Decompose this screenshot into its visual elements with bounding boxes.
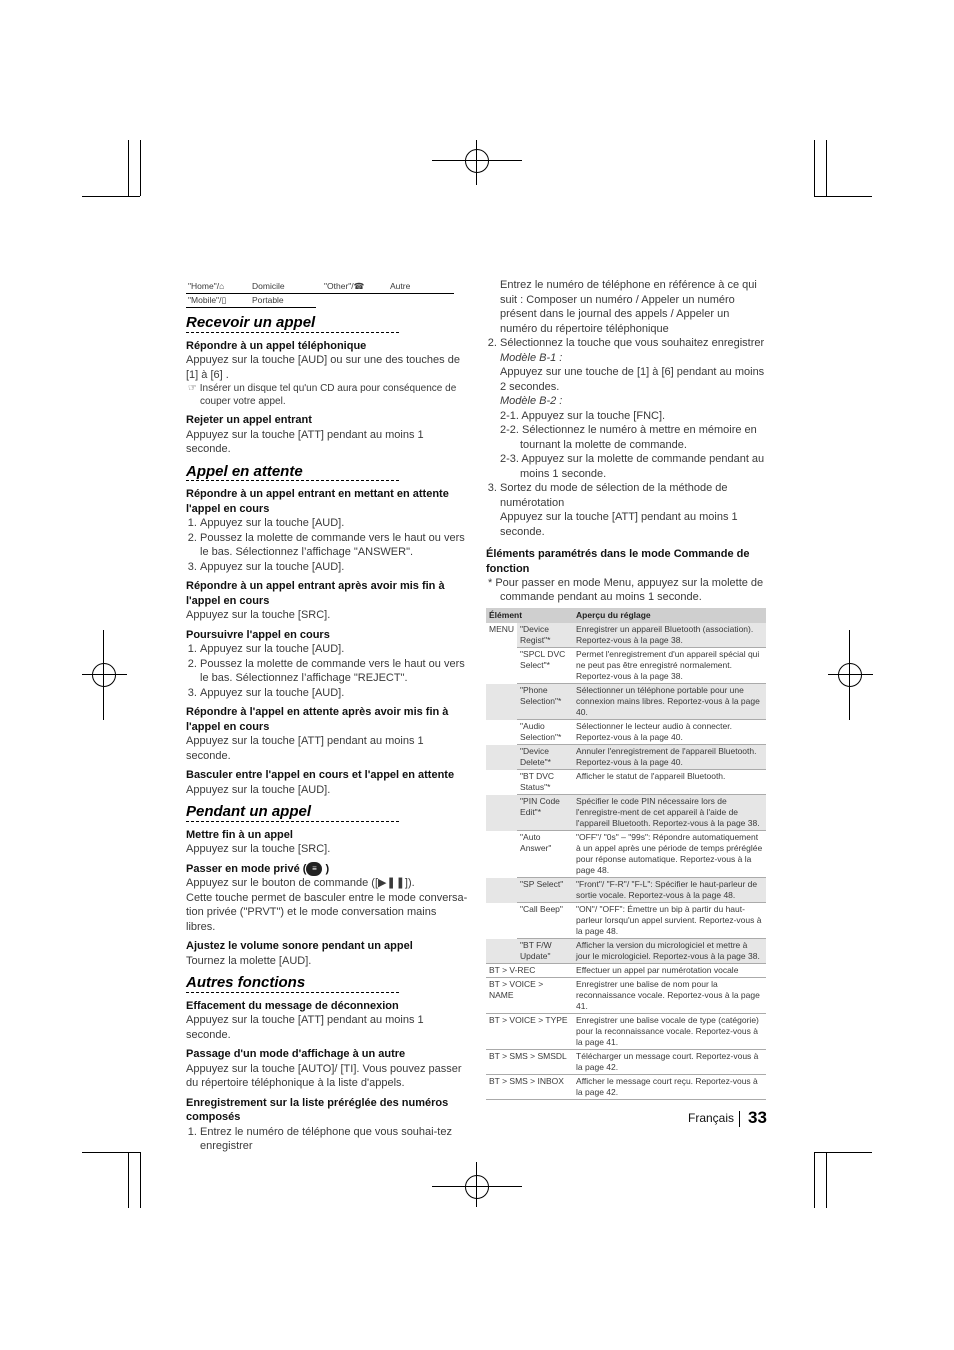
table-row: [486, 831, 766, 878]
left-column: "Home"/⌂ Domicile "Other"/☎ Autre "Mobile"/▯ Portable Recevoir un appel Répondre à un appel téléphonique Appuyez sur la touche [AUD] ou sur une des touches de [1] à [6] . ☞ Insérer un disque tel qu'un CD aura pour conséquence de couper votre appel. Rejeter un appel entrant Appuyez sur la touche [ATT] pendant au moins 1 seconde. Appel en attente Répondre à un appel entrant en mettant en attente l'appel en cours 1. Appuyez sur la touche [AUD]. 2. Poussez la molette de commande vers le haut ou vers le bas. Sélectionnez l’affichage "ANSWER". 3. Appuyez sur la touche [AUD]. Répondre à un appel entrant après avoir mis fin à l'appel en cours Appuyez sur la touche [SRC]. Poursuivre l'appel en cours 1. Appuyez sur la touche [AUD]. 2. Poussez la molette de commande vers le haut ou vers le bas. Sélectionnez l’affichage "REJECT". 3. Appuyez sur la touche [AUD]. Répondre à l'appel en attente après avoir mis fin à l'appel en cours Appuyez sur la touche [ATT] pendant au moins 1 seconde. Basculer entre l'appel en cours et l'appel en attente Appuyez sur la touche [AUD]. Pendant un appel Mettre fin à un appel Appuyez sur la touche [SRC]. Passer en mode privé ( ≡ ) Appuyez sur le bouton de commande ([▶❚❚]). Cette touche permet de basculer entre le mode conversa-tion privée ("PRVT") et le mode conversation mains libres. Ajustez le volume sonore pendant un appel Tournez la molette [AUD]. Autres fonctions Effacement du message de déconnexion Appuyez sur la touche [ATT] pendant au moins 1 seconde. Passage d'un mode d'affichage à un autre Appuyez sur la touche [AUTO]/ [TI]. Vous pouvez passer du répertoire téléphonique à la liste d'appels. Enregistrement sur la liste préréglée des numéros composés 1. Entrez le numéro de téléphone que vous souhai-tez enregistrer: [186, 280, 468, 1154]
note: ☞ Insérer un disque tel qu'un CD aura pour conséquence de couper votre appel.: [188, 383, 457, 407]
table-cell-description: Enregistrer un appareil Bluetooth (association). Reportez-vous à la page 38.: [573, 623, 766, 648]
table-row: [486, 1075, 766, 1100]
table-cell-item: "Auto Answer": [517, 831, 573, 878]
subheading: Passage d'un mode d'affichage à un autre: [186, 1048, 406, 1060]
subheading: Passer en mode privé ( ≡ ): [186, 862, 330, 875]
page-number: 33: [748, 1108, 767, 1127]
table-cell-item: "BT DVC Status"*: [517, 770, 573, 795]
table-cell-menu: [486, 648, 517, 684]
table-cell-item: "Device Regist"*: [517, 623, 573, 648]
footer-divider: [739, 1111, 740, 1127]
table-row: [486, 903, 766, 939]
table-cell-description: Afficher la version du micrologiciel et mettre à jour le micrologiciel. Reportez-vous à la page 38.: [573, 939, 766, 964]
table-cell-menu: [486, 745, 517, 770]
chat-bubble-icon: ≡: [306, 862, 322, 876]
table-cell-description: Effectuer un appel par numérotation vocale: [573, 964, 766, 978]
table-row: [486, 939, 766, 964]
table-cell-description: Spécifier le code PIN nécessaire lors de l'enregistre-ment de cet appareil à l'aide de l'appareil Bluetooth. Reportez-vous à la page 38.: [573, 795, 766, 831]
table-row: [486, 648, 766, 684]
table-row: [486, 770, 766, 795]
subheading: Effacement du message de déconnexion: [186, 999, 399, 1012]
step-list: 2. Sélectionnez la touche que vous souhaitez enregistrer: [486, 336, 766, 351]
step-list: 1. Appuyez sur la touche [AUD]. 2. Poussez la molette de commande vers le haut ou vers le bas. Sélectionnez l’affichage "ANSWER". 3. Appuyez sur la touche [AUD].: [186, 516, 468, 574]
subheading: Basculer entre l'appel en cours et l'appel en attente: [186, 769, 455, 781]
table-cell-menu: [486, 720, 517, 745]
subheading: Rejeter un appel entrant: [186, 414, 312, 426]
table-cell-menu: [486, 795, 517, 831]
phone-category-table: [186, 280, 454, 308]
table-cell-description: "Front"/ "F-R"/ "F-L": Spécifier le haut-parleur de sortie vocale. Reportez-vous à la page 48.: [573, 878, 766, 903]
play-pause-icon: ▶❚❚: [378, 877, 405, 889]
table-cell-menu: [486, 878, 517, 903]
table-cell-item: "SPCL DVC Select"*: [517, 648, 573, 684]
subheading: Ajustez le volume sonore pendant un appel: [186, 940, 413, 952]
table-cell-menu: [486, 770, 517, 795]
table-cell-item: "Call Beep": [517, 903, 573, 939]
subheading: Répondre à un appel entrant après avoir mis fin à l'appel en cours: [186, 580, 445, 607]
house-icon: ⌂: [219, 281, 225, 291]
table-header: Élément Aperçu du réglage: [486, 608, 766, 623]
table-row: [486, 795, 766, 831]
phone-icon: ☎: [353, 281, 365, 291]
subheading: Poursuivre l'appel en cours: [186, 628, 330, 641]
table-cell-item: BT > V-REC: [486, 964, 573, 978]
table-cell-item: "Device Delete"*: [517, 745, 573, 770]
table-cell-description: "OFF"/ "0s" – "99s": Répondre automatiquement à un appel après une période de temps préréglée pour réponse automatique. Reportez-vous à la page 48.: [573, 831, 766, 878]
right-column: Entrez le numéro de téléphone en référence à ce qui suit : Composer un numéro / Appeler un numéro présent dans le journal des appels / Appeler un numéro du répertoire téléphonique 2. Sélectionnez la touche que vous souhaitez enregistrer Modèle B-1 : Appuyez sur une touche de [1] à [6] pendant au moins 2 secondes. Modèle B-2 : 2-1. Appuyez sur la touche [FNC]. 2-2. Sélectionnez le numéro à mettre en mémoire en tournant la molette de commande. 2-3. Appuyez sur la molette de commande pendant au moins 1 seconde. 3. Sortez du mode de sélection de la méthode de numérotation Appuyez sur la touche [ATT] pendant au moins 1 seconde. Éléments paramétrés dans le mode Commande de fonction * Pour passer en mode Menu, appuyez sur la molette de commande pendant au moins 1 seconde. Élément Aperçu du réglage MENU "Device Regist"* Enregistrer un appareil Bluetooth (association). Reportez-vous à la page 38. "SPCL DVC Select"* Permet l'enregistrement d'un appareil spécial qui ne peut pas être enregistré normalement. Reportez-vous à la page 38. "Phone Selection"* Sélectionner un téléphone portable pour une connexion mains libres. Reportez-vous à la page 40. "Audio Selection"* Sélectionner le lecteur audio à connecter. Reportez-vous à la page 40. "Device Delete"* Annuler l'enregistrement de l'appareil Bluetooth. Reportez-vous à la page 40. "BT DVC Status"* Afficher le statut de l'appareil Bluetooth. "PIN Code Edit"* Spécifier le code PIN nécessaire lors de l'enregistre-ment de cet appareil à l'aide de l'appareil Bluetooth. Reportez-vous à la page 38. "Auto Answer" "OFF"/ "0s" – "99s": Répondre automatiquement à un appel après une période de temps préréglée pour réponse automatique. Reportez-vous à la page 48. "SP Select" "Front"/ "F-R"/ "F-L": Spécifier le haut-parleur de sortie vocale. Reportez-vous à la page 48. "Call Beep" "ON"/ "OFF": Émettre un bip à partir du haut-parleur lorsqu'un appel survient. Reportez-vous à la page 48. "BT F/W Update" Afficher la version du micrologiciel et mettre à jour le micrologiciel. Reportez-vous à la page 38. BT > V-REC Effectuer un appel par numérotation vocale BT > VOICE > NAME Enregistrer une balise de nom pour la reconnaissance vocale. Reportez-vous à la page 41. BT > VOICE > TYPE Enregistrer une balise vocale de type (catégorie) pour la reconnaissance vocale. Reportez-vous à la page 41. BT > SMS > SMSDL Télécharger un message court. Reportez-vous à la page 42. BT > SMS > INBOX Afficher le message court reçu. Reportez-vous à la page 42.: [486, 278, 766, 1100]
table-row: [486, 720, 766, 745]
subheading: Mettre fin à un appel: [186, 828, 293, 841]
subheading: Éléments paramétrés dans le mode Commande de fonction: [486, 548, 750, 575]
section-title-autres: Autres fonctions: [186, 976, 399, 993]
section-title-recevoir: Recevoir un appel: [186, 316, 399, 333]
table-cell-menu: [486, 684, 517, 720]
table-cell-description: Télécharger un message court. Reportez-vous à la page 42.: [573, 1050, 766, 1075]
table-cell-item: "Phone Selection"*: [517, 684, 573, 720]
table-row: [486, 745, 766, 770]
table-cell-description: Permet l'enregistrement d'un appareil spécial qui ne peut pas être enregistré normalement. Reportez-vous à la page 38.: [573, 648, 766, 684]
note: * Pour passer en mode Menu, appuyez sur la molette de commande pendant au moins 1 seconde.: [488, 577, 764, 603]
table-cell-description: Enregistrer une balise vocale de type (catégorie) pour la reconnaissance vocale. Reportez-vous à la page 41.: [573, 1014, 766, 1050]
table-row: [486, 684, 766, 720]
table-cell-menu: [486, 939, 517, 964]
section-title-attente: Appel en attente: [186, 465, 399, 482]
step-list: 3. Sortez du mode de sélection de la méthode de numérotation: [486, 481, 766, 510]
table-row: [486, 623, 766, 648]
table-cell-description: Sélectionner un téléphone portable pour une connexion mains libres. Reportez-vous à la page 40.: [573, 684, 766, 720]
table-cell-menu: MENU: [489, 624, 515, 634]
table-cell-description: Afficher le statut de l'appareil Bluetooth.: [573, 770, 766, 795]
table-row: "Home"/⌂ Domicile "Other"/☎ Autre: [186, 280, 454, 294]
table-cell-item: "BT F/W Update": [517, 939, 573, 964]
table-row: "Mobile"/▯ Portable: [186, 294, 454, 308]
step-list: 1. Appuyez sur la touche [AUD]. 2. Poussez la molette de commande vers le haut ou vers le bas. Sélectionnez l’affichage "REJECT". 3. Appuyez sur la touche [AUD].: [186, 642, 468, 700]
table-cell-item: BT > SMS > SMSDL: [486, 1050, 573, 1075]
subheading: Enregistrement sur la liste préréglée des numéros composés: [186, 1096, 449, 1123]
table-cell-menu: [486, 831, 517, 878]
table-cell-item: BT > SMS > INBOX: [486, 1075, 573, 1100]
table-cell-description: Annuler l'enregistrement de l'appareil Bluetooth. Reportez-vous à la page 40.: [573, 745, 766, 770]
table-cell-description: Sélectionner le lecteur audio à connecter. Reportez-vous à la page 40.: [573, 720, 766, 745]
table-cell-item: BT > VOICE > NAME: [486, 978, 573, 1014]
mobile-phone-icon: ▯: [221, 295, 227, 305]
table-cell-description: Afficher le message court reçu. Reportez-vous à la page 42.: [573, 1075, 766, 1100]
table-row: [486, 1014, 766, 1050]
function-table: [486, 608, 766, 1100]
subheading: Répondre à un appel entrant en mettant en attente l'appel en cours: [186, 488, 449, 515]
table-row: [486, 964, 766, 978]
table-cell-item: "Audio Selection"*: [517, 720, 573, 745]
table-row: [486, 878, 766, 903]
table-cell-item: "SP Select": [517, 878, 573, 903]
table-cell-item: BT > VOICE > TYPE: [486, 1014, 573, 1050]
footer-language: Français: [688, 1111, 735, 1125]
table-cell-menu: [486, 903, 517, 939]
table-cell-description: Enregistrer une balise de nom pour la reconnaissance vocale. Reportez-vous à la page 41.: [573, 978, 766, 1014]
table-row: [486, 1050, 766, 1075]
step-list: 1. Entrez le numéro de téléphone que vous souhai-tez enregistrer: [186, 1125, 468, 1154]
table-cell-description: "ON"/ "OFF": Émettre un bip à partir du haut-parleur lorsqu'un appel survient. Reportez-vous à la page 48.: [573, 903, 766, 939]
section-title-pendant: Pendant un appel: [186, 805, 399, 822]
subheading: Répondre à l'appel en attente après avoir mis fin à l'appel en cours: [186, 706, 449, 733]
subheading: Répondre à un appel téléphonique: [186, 339, 367, 352]
table-row: [486, 978, 766, 1014]
table-cell-item: "PIN Code Edit"*: [517, 795, 573, 831]
